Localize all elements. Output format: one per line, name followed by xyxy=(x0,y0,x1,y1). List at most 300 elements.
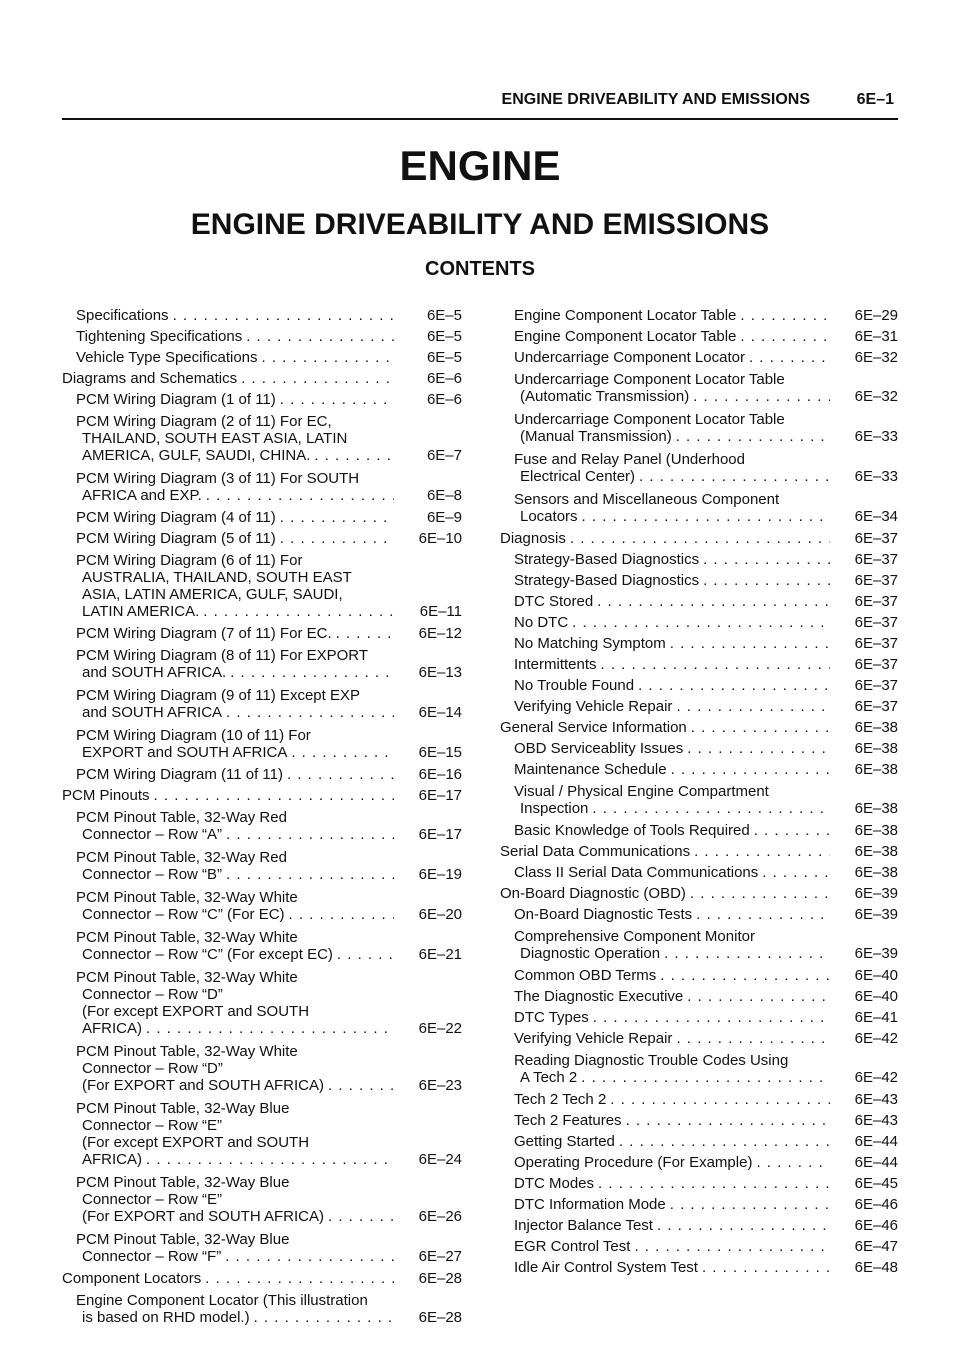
header-section-title: ENGINE DRIVEABILITY AND EMISSIONS xyxy=(501,91,810,108)
toc-entry-text: PCM Wiring Diagram (8 of 11) For EXPORT xyxy=(76,647,369,664)
document-subtitle: ENGINE DRIVEABILITY AND EMISSIONS xyxy=(190,208,770,241)
toc-entry-page: 6E–17 xyxy=(418,826,462,843)
toc-entry-text: Intermittents xyxy=(514,656,597,673)
toc-entry-label xyxy=(62,889,394,923)
toc-entry-text: (Automatic Transmission) xyxy=(520,388,690,405)
toc-entry xyxy=(62,644,462,684)
toc-entry xyxy=(62,1289,462,1329)
dot-leader xyxy=(199,603,394,620)
toc-entry-page: 6E–32 xyxy=(854,349,898,366)
toc-entry-page: 6E–29 xyxy=(854,307,898,324)
dot-leader xyxy=(630,1238,830,1255)
toc-entry-label xyxy=(500,349,830,366)
toc-entry-text: PCM Pinout Table, 32-Way Blue xyxy=(76,1100,290,1117)
toc-entry-text: Electrical Center) xyxy=(520,468,636,485)
toc-entry xyxy=(500,1049,898,1089)
toc-entry xyxy=(500,1257,898,1278)
toc-entry-label xyxy=(500,1052,830,1086)
toc-entry-label xyxy=(62,530,394,547)
dot-leader xyxy=(169,307,394,324)
toc-entry-text: DTC Types xyxy=(514,1009,589,1026)
toc-entry-page: 6E–38 xyxy=(854,740,898,757)
dot-leader xyxy=(752,1154,830,1171)
toc-entry xyxy=(500,1152,898,1173)
toc-entry-text: PCM Pinout Table, 32-Way Blue xyxy=(76,1231,290,1248)
dot-leader xyxy=(310,447,394,464)
page-header xyxy=(62,88,898,120)
toc-entry-label xyxy=(62,787,394,804)
toc-entry-label xyxy=(62,766,394,783)
toc-entry-page: 6E–37 xyxy=(854,635,898,652)
toc-entry-text: AFRICA) xyxy=(82,1020,142,1037)
dot-leader xyxy=(222,704,394,721)
dot-leader xyxy=(758,864,830,881)
toc-entry-text: Vehicle Type Specifications xyxy=(76,349,258,366)
toc-entry-label xyxy=(500,885,830,902)
toc-entry-text: PCM Wiring Diagram (9 of 11) Except EXP xyxy=(76,687,360,704)
toc-entry-text: (For EXPORT and SOUTH AFRICA) xyxy=(82,1208,324,1225)
toc-entry-page: 6E–26 xyxy=(418,1208,462,1225)
toc-entry-page: 6E–45 xyxy=(854,1175,898,1192)
toc-entry-page: 6E–32 xyxy=(854,388,898,405)
toc-entry-text: Common OBD Terms xyxy=(514,967,657,984)
toc-entry-label xyxy=(62,470,394,504)
dot-leader xyxy=(276,530,394,547)
toc-entry-page: 6E–40 xyxy=(854,967,898,984)
toc-entry xyxy=(62,846,462,886)
toc-entry-label xyxy=(500,740,830,757)
toc-entry xyxy=(62,886,462,926)
dot-leader xyxy=(142,1151,394,1168)
toc-entry-page: 6E–6 xyxy=(426,370,462,387)
dot-leader xyxy=(622,1112,830,1129)
toc-entry-page: 6E–5 xyxy=(426,349,462,366)
dot-leader xyxy=(287,744,394,761)
dot-leader xyxy=(150,787,394,804)
dot-leader xyxy=(202,487,394,504)
toc-entry-text: General Service Information xyxy=(500,719,687,736)
toc-entry xyxy=(62,347,462,368)
toc-entry-text: (For except EXPORT and SOUTH xyxy=(82,1134,310,1151)
toc-entry-text: Tech 2 Tech 2 xyxy=(514,1091,607,1108)
contents-heading: CONTENTS xyxy=(425,258,535,280)
toc-entry xyxy=(500,1007,898,1028)
dot-leader xyxy=(750,822,830,839)
toc-entry-label xyxy=(500,698,830,715)
toc-entry-page: 6E–27 xyxy=(418,1248,462,1265)
toc-entry-text: Connector – Row “E” xyxy=(82,1117,223,1134)
toc-entry-text: PCM Pinout Table, 32-Way White xyxy=(76,1043,298,1060)
toc-entry-text: PCM Pinout Table, 32-Way Red xyxy=(76,849,287,866)
toc-entry-text: Fuse and Relay Panel (Underhood xyxy=(514,451,745,468)
toc-entry-page: 6E–9 xyxy=(426,509,462,526)
dot-leader xyxy=(258,349,394,366)
dot-leader xyxy=(634,677,830,694)
toc-entry xyxy=(62,1097,462,1171)
toc-entry-page: 6E–11 xyxy=(419,603,462,620)
dot-leader xyxy=(222,826,394,843)
toc-entry-label xyxy=(62,1292,394,1326)
toc-entry-label xyxy=(500,1259,830,1276)
document-title: ENGINE xyxy=(399,142,561,189)
dot-leader xyxy=(324,1208,394,1225)
dot-leader xyxy=(237,370,394,387)
toc-entry-label xyxy=(62,929,394,963)
dot-leader xyxy=(689,388,830,405)
toc-entry-page: 6E–40 xyxy=(854,988,898,1005)
toc-entry-text: PCM Pinout Table, 32-Way Red xyxy=(76,809,287,826)
toc-entry-label xyxy=(62,1174,394,1225)
dot-leader xyxy=(588,800,830,817)
toc-entry xyxy=(62,684,462,724)
toc-entry-text: Strategy-Based Diagnostics xyxy=(514,551,700,568)
toc-entry-page: 6E–37 xyxy=(854,656,898,673)
toc-entry-text: PCM Wiring Diagram (6 of 11) For xyxy=(76,552,303,569)
toc-entry-page: 6E–43 xyxy=(854,1112,898,1129)
toc-entry-text: Class II Serial Data Communications xyxy=(514,864,759,881)
toc-entry-page: 6E–12 xyxy=(418,625,462,642)
toc-entry-text: Undercarriage Component Locator Table xyxy=(514,371,785,388)
dot-leader xyxy=(656,967,830,984)
toc-entry-label xyxy=(62,1100,394,1168)
toc-entry-text: No Matching Symptom xyxy=(514,635,666,652)
toc-entry-text: Engine Component Locator Table xyxy=(514,307,737,324)
toc-entry xyxy=(500,759,898,780)
toc-entry xyxy=(500,591,898,612)
dot-leader xyxy=(635,468,830,485)
toc-entry-text: Connector – Row “E” xyxy=(82,1191,223,1208)
toc-entry-label xyxy=(500,1217,830,1234)
toc-entry-text: Tightening Specifications xyxy=(76,328,243,345)
toc-entry xyxy=(500,326,898,347)
toc-entry-page: 6E–6 xyxy=(426,391,462,408)
toc-entry-page: 6E–38 xyxy=(854,761,898,778)
toc-entry-text: On-Board Diagnostic (OBD) xyxy=(500,885,686,902)
toc-entry-text: and SOUTH AFRICA xyxy=(82,704,223,721)
toc-entry-label xyxy=(62,625,394,642)
toc-entry-text: PCM Pinout Table, 32-Way White xyxy=(76,929,298,946)
dot-leader xyxy=(683,740,830,757)
toc-entry-page: 6E–46 xyxy=(854,1217,898,1234)
toc-entry-text: Inspection xyxy=(520,800,589,817)
dot-leader xyxy=(672,1030,830,1047)
toc-entry-page: 6E–38 xyxy=(854,719,898,736)
toc-entry-page: 6E–37 xyxy=(854,593,898,610)
dot-leader xyxy=(687,719,830,736)
toc-entry-text: Connector – Row “C” (For EC) xyxy=(82,906,285,923)
toc-entry-label xyxy=(62,1043,394,1094)
toc-entry-text: PCM Pinout Table, 32-Way Blue xyxy=(76,1174,290,1191)
dot-leader xyxy=(660,945,830,962)
toc-entry-page: 6E–24 xyxy=(418,1151,462,1168)
toc-entry-label xyxy=(500,761,830,778)
toc-entry-page: 6E–5 xyxy=(426,307,462,324)
toc-entry-text: PCM Wiring Diagram (4 of 11) xyxy=(76,509,276,526)
toc-entry xyxy=(62,764,462,785)
header-page-number: 6E–1 xyxy=(856,91,894,108)
toc-entry-label xyxy=(500,967,830,984)
toc-entry xyxy=(500,1089,898,1110)
toc-entry xyxy=(62,623,462,644)
toc-entry-text: PCM Wiring Diagram (11 of 11) xyxy=(76,766,283,783)
toc-entry-text: Diagnosis xyxy=(500,530,566,547)
toc-entry-page: 6E–14 xyxy=(418,704,462,721)
dot-leader xyxy=(593,593,830,610)
dot-leader xyxy=(699,551,830,568)
toc-entry-page: 6E–42 xyxy=(854,1069,898,1086)
dot-leader xyxy=(142,1020,394,1037)
toc-entry-page: 6E–33 xyxy=(854,468,898,485)
toc-entry xyxy=(500,549,898,570)
toc-entry xyxy=(62,1040,462,1097)
toc-entry xyxy=(500,368,898,408)
dot-leader xyxy=(666,1196,830,1213)
dot-leader xyxy=(276,509,394,526)
toc-entry-text: Specifications xyxy=(76,307,169,324)
dot-leader xyxy=(242,328,394,345)
toc-entry-label xyxy=(500,719,830,736)
toc-entry-page: 6E–28 xyxy=(418,1270,462,1287)
toc-entry-text: Tech 2 Features xyxy=(514,1112,622,1129)
toc-entry-page: 6E–37 xyxy=(854,698,898,715)
toc-entry-label xyxy=(500,677,830,694)
toc-entry xyxy=(500,347,898,368)
toc-entry-page: 6E–38 xyxy=(854,800,898,817)
toc-entry-text: Verifying Vehicle Repair xyxy=(514,698,673,715)
toc-entry-page: 6E–44 xyxy=(854,1133,898,1150)
toc-entry xyxy=(500,448,898,488)
dot-leader xyxy=(222,866,394,883)
toc-entry-page: 6E–37 xyxy=(854,530,898,547)
toc-entry-text: On-Board Diagnostic Tests xyxy=(514,906,693,923)
toc-entry-label xyxy=(62,552,394,620)
dot-leader xyxy=(736,328,830,345)
toc-entry-label xyxy=(500,1154,830,1171)
toc-entry-text: Undercarriage Component Locator xyxy=(514,349,745,366)
toc-entry-text: Sensors and Miscellaneous Component xyxy=(514,491,780,508)
toc-entry-text: Injector Balance Test xyxy=(514,1217,653,1234)
toc-entry-text: Basic Knowledge of Tools Required xyxy=(514,822,750,839)
toc-entry-text: LATIN AMERICA. xyxy=(82,603,200,620)
toc-entry xyxy=(500,738,898,759)
toc-entry-page: 6E–8 xyxy=(426,487,462,504)
dot-leader xyxy=(566,530,830,547)
toc-entry xyxy=(500,883,898,904)
toc-entry-text: is based on RHD model.) xyxy=(82,1309,250,1326)
toc-entry-label xyxy=(500,864,830,881)
toc-entry-text: Engine Component Locator (This illustration xyxy=(76,1292,368,1309)
toc-entry-page: 6E–37 xyxy=(854,614,898,631)
toc-entry-label xyxy=(500,783,830,817)
toc-entry-page: 6E–42 xyxy=(854,1030,898,1047)
toc-entry xyxy=(500,841,898,862)
toc-entry-page: 6E–13 xyxy=(418,664,462,681)
toc-entry xyxy=(500,305,898,326)
toc-entry-label xyxy=(62,413,394,464)
dot-leader xyxy=(615,1133,830,1150)
toc-entry xyxy=(500,633,898,654)
toc-entry-text: Connector – Row “A” xyxy=(82,826,223,843)
toc-entry-page: 6E–37 xyxy=(854,551,898,568)
toc-entry-page: 6E–17 xyxy=(418,787,462,804)
dot-leader xyxy=(221,1248,394,1265)
toc-entry-page: 6E–38 xyxy=(854,864,898,881)
toc-entry-text: OBD Serviceablity Issues xyxy=(514,740,684,757)
toc-entry-text: Connector – Row “F” xyxy=(82,1248,222,1265)
toc-entry-label xyxy=(62,849,394,883)
toc-entry-page: 6E–38 xyxy=(854,822,898,839)
toc-entry xyxy=(500,675,898,696)
toc-entry-label xyxy=(500,593,830,610)
toc-entry-label xyxy=(500,1133,830,1150)
toc-entry-text: DTC Information Mode xyxy=(514,1196,666,1213)
toc-entry-page: 6E–22 xyxy=(418,1020,462,1037)
toc-entry xyxy=(500,696,898,717)
toc-entry-text: DTC Stored xyxy=(514,593,594,610)
toc-entry xyxy=(500,925,898,965)
toc-entry xyxy=(62,724,462,764)
toc-entry-text: PCM Wiring Diagram (10 of 11) For xyxy=(76,727,311,744)
toc-entry-label xyxy=(62,1270,394,1287)
toc-entry-page: 6E–44 xyxy=(854,1154,898,1171)
toc-entry-page: 6E–37 xyxy=(854,572,898,589)
toc-entry-text: Connector – Row “D” xyxy=(82,986,223,1003)
dot-leader xyxy=(589,1009,830,1026)
toc-entry-text: Getting Started xyxy=(514,1133,615,1150)
toc-entry-text: Connector – Row “B” xyxy=(82,866,223,883)
dot-leader xyxy=(283,766,394,783)
toc-entry-text: and SOUTH AFRICA. xyxy=(82,664,227,681)
toc-entry-page: 6E–47 xyxy=(854,1238,898,1255)
toc-entry-page: 6E–39 xyxy=(854,945,898,962)
toc-entry-label xyxy=(500,1238,830,1255)
toc-entry xyxy=(500,1194,898,1215)
dot-leader xyxy=(736,307,830,324)
toc-entry xyxy=(500,717,898,738)
toc-entry-page: 6E–38 xyxy=(854,843,898,860)
toc-entry xyxy=(62,785,462,806)
dot-leader xyxy=(653,1217,830,1234)
dot-leader xyxy=(276,391,394,408)
toc-entry-text: PCM Wiring Diagram (7 of 11) For EC. xyxy=(76,625,332,642)
dot-leader xyxy=(606,1091,830,1108)
toc-entry-text: PCM Wiring Diagram (5 of 11) xyxy=(76,530,276,547)
toc-entry-text: Connector – Row “D” xyxy=(82,1060,223,1077)
toc-entry-text: Undercarriage Component Locator Table xyxy=(514,411,785,428)
dot-leader xyxy=(745,349,830,366)
toc-entry xyxy=(62,926,462,966)
toc-entry xyxy=(500,1173,898,1194)
toc-entry-label xyxy=(500,1175,830,1192)
toc-entry-page: 6E–23 xyxy=(418,1077,462,1094)
toc-entry xyxy=(500,862,898,883)
toc-entry-text: PCM Pinouts xyxy=(62,787,150,804)
toc-entry xyxy=(500,820,898,841)
toc-entry-label xyxy=(62,328,394,345)
toc-entry-text: EGR Control Test xyxy=(514,1238,631,1255)
toc-entry xyxy=(500,1215,898,1236)
toc-entry-label xyxy=(500,1030,830,1047)
toc-entry xyxy=(500,1131,898,1152)
dot-leader xyxy=(692,906,830,923)
toc-entry-page: 6E–5 xyxy=(426,328,462,345)
toc-entry-label xyxy=(62,687,394,721)
toc-entry-text: (Manual Transmission) xyxy=(520,428,672,445)
toc-entry-text: Component Locators xyxy=(62,1270,202,1287)
toc-entry-text: AFRICA) xyxy=(82,1151,142,1168)
toc-entry xyxy=(62,1268,462,1289)
dot-leader xyxy=(324,1077,394,1094)
toc-entry-text: Serial Data Communications xyxy=(500,843,691,860)
toc-entry xyxy=(62,467,462,507)
dot-leader xyxy=(594,1175,830,1192)
dot-leader xyxy=(201,1270,394,1287)
toc-entry-page: 6E–33 xyxy=(854,428,898,445)
toc-entry-label xyxy=(62,370,394,387)
dot-leader xyxy=(683,988,830,1005)
toc-entry-label xyxy=(500,1009,830,1026)
dot-leader xyxy=(699,572,830,589)
toc-entry-label xyxy=(500,1112,830,1129)
toc-entry-page: 6E–43 xyxy=(854,1091,898,1108)
toc-entry-label xyxy=(62,727,394,761)
toc-entry-page: 6E–10 xyxy=(418,530,462,547)
toc-entry-label xyxy=(62,969,394,1037)
toc-entry-page: 6E–16 xyxy=(418,766,462,783)
dot-leader xyxy=(226,664,394,681)
toc-entry-label xyxy=(500,928,830,962)
toc-entry-page: 6E–37 xyxy=(854,677,898,694)
toc-entry-label xyxy=(500,656,830,673)
toc-entry xyxy=(500,965,898,986)
toc-entry xyxy=(500,488,898,528)
toc-entry-page: 6E–20 xyxy=(418,906,462,923)
toc-entry-label xyxy=(62,647,394,681)
toc-entry-text: PCM Pinout Table, 32-Way White xyxy=(76,969,298,986)
toc-entry-page: 6E–19 xyxy=(418,866,462,883)
toc-entry xyxy=(62,410,462,467)
toc-entry xyxy=(62,507,462,528)
toc-entry xyxy=(62,1171,462,1228)
toc-entry-page: 6E–46 xyxy=(854,1196,898,1213)
toc-entry-text: Engine Component Locator Table xyxy=(514,328,737,345)
toc-entry-text: AFRICA and EXP. xyxy=(82,487,202,504)
toc-entry-text: Operating Procedure (For Example) xyxy=(514,1154,753,1171)
toc-entry xyxy=(62,368,462,389)
toc-entry-label xyxy=(500,906,830,923)
dot-leader xyxy=(578,508,830,525)
toc-entry-text: Diagrams and Schematics xyxy=(62,370,238,387)
toc-entry-label xyxy=(62,809,394,843)
toc-entry-label xyxy=(62,349,394,366)
dot-leader xyxy=(250,1309,394,1326)
dot-leader xyxy=(285,906,394,923)
toc-entry-label xyxy=(500,1196,830,1213)
toc-entry xyxy=(500,408,898,448)
toc-entry-label xyxy=(500,843,830,860)
toc-entry xyxy=(500,780,898,820)
toc-entry-label xyxy=(500,551,830,568)
toc-entry xyxy=(500,528,898,549)
toc-entry-text: Strategy-Based Diagnostics xyxy=(514,572,700,589)
dot-leader xyxy=(667,761,830,778)
dot-leader xyxy=(698,1259,830,1276)
toc-entry-label xyxy=(62,1231,394,1265)
toc-entry xyxy=(500,986,898,1007)
toc-entry-text: AUSTRALIA, THAILAND, SOUTH EAST xyxy=(82,569,352,586)
toc-entry xyxy=(500,654,898,675)
toc-entry-page: 6E–39 xyxy=(854,906,898,923)
